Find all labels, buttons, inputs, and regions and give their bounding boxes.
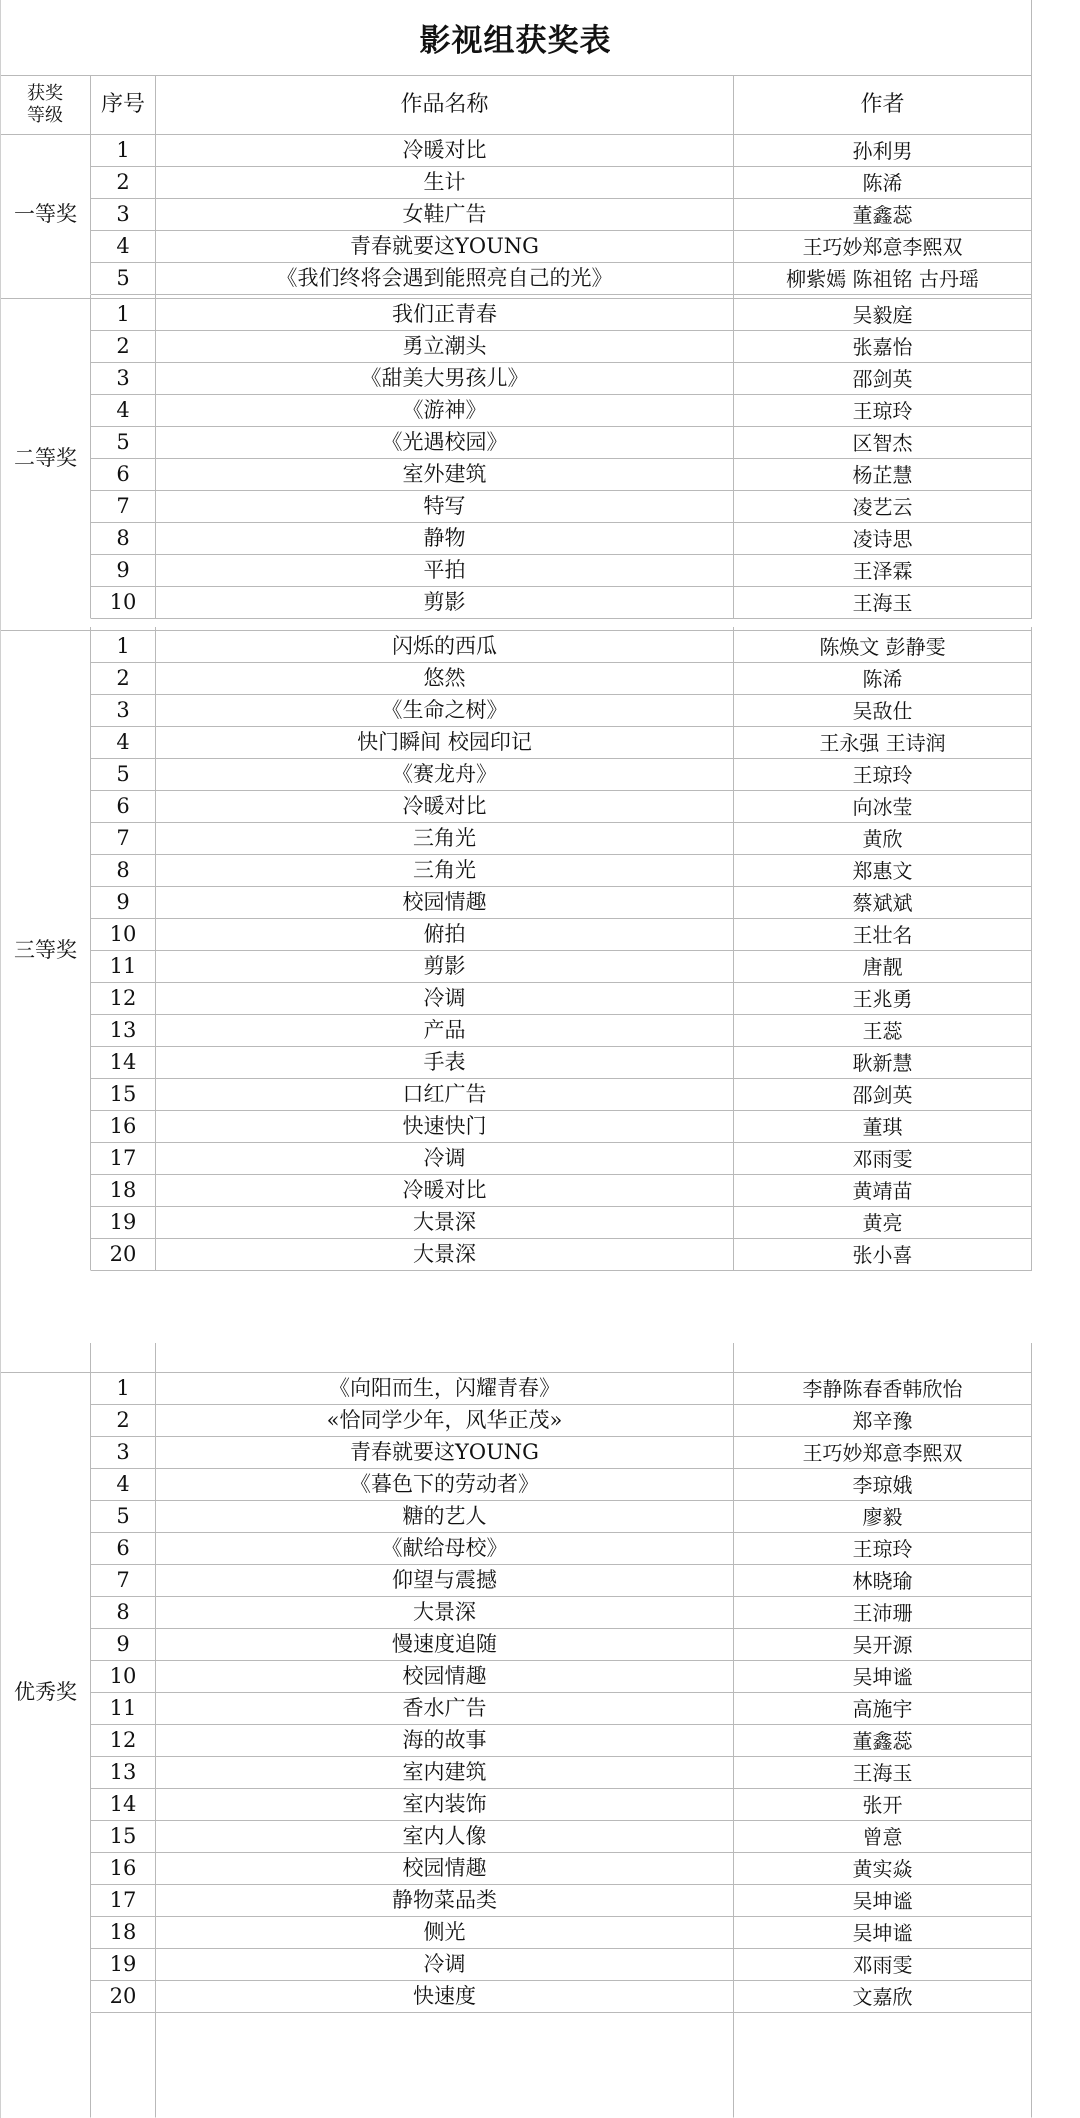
row-number: 17 (91, 1885, 156, 1917)
row-number: 7 (91, 491, 156, 523)
row-work-title: 悠然 (156, 663, 734, 695)
row-work-title: 《游神》 (156, 395, 734, 427)
row-work-title: 三角光 (156, 855, 734, 887)
row-work-title: 快门瞬间 校园印记 (156, 727, 734, 759)
row-author: 张开 (734, 1789, 1032, 1821)
row-author: 蔡斌斌 (734, 887, 1032, 919)
row-author: 吴毅庭 (734, 299, 1032, 331)
spacer-cell (91, 1343, 156, 1373)
row-number: 1 (91, 631, 156, 663)
row-author: 王琼玲 (734, 395, 1032, 427)
row-number: 6 (91, 1533, 156, 1565)
row-number: 3 (91, 1437, 156, 1469)
row-number: 2 (91, 167, 156, 199)
row-work-title: 特写 (156, 491, 734, 523)
row-number: 4 (91, 395, 156, 427)
row-author: 陈焕文 彭静雯 (734, 631, 1032, 663)
row-work-title: 我们正青春 (156, 299, 734, 331)
row-work-title: 手表 (156, 1047, 734, 1079)
row-work-title: 冷调 (156, 1143, 734, 1175)
row-author: 吴开源 (734, 1629, 1032, 1661)
row-author: 林晓瑜 (734, 1565, 1032, 1597)
row-work-title: 室内建筑 (156, 1757, 734, 1789)
row-author: 吴坤谧 (734, 1917, 1032, 1949)
row-author: 吴坤谧 (734, 1661, 1032, 1693)
row-work-title: 三角光 (156, 823, 734, 855)
row-number: 8 (91, 855, 156, 887)
spacer-cell (156, 1343, 734, 1373)
row-number: 9 (91, 1629, 156, 1661)
row-work-title: 慢速度追随 (156, 1629, 734, 1661)
empty-cell (156, 2013, 734, 2118)
row-author: 邓雨雯 (734, 1143, 1032, 1175)
row-number: 1 (91, 299, 156, 331)
spacer-cell (734, 1343, 1032, 1373)
row-number: 13 (91, 1757, 156, 1789)
row-number: 12 (91, 983, 156, 1015)
row-author: 张小喜 (734, 1239, 1032, 1271)
row-number: 2 (91, 1405, 156, 1437)
row-author: 吴坤谧 (734, 1885, 1032, 1917)
row-work-title: 《暮色下的劳动者》 (156, 1469, 734, 1501)
row-work-title: 《赛龙舟》 (156, 759, 734, 791)
row-author: 王蕊 (734, 1015, 1032, 1047)
row-work-title: 产品 (156, 1015, 734, 1047)
row-author: 唐靓 (734, 951, 1032, 983)
row-author: 耿新慧 (734, 1047, 1032, 1079)
row-author: 王海玉 (734, 587, 1032, 619)
row-work-title: 侧光 (156, 1917, 734, 1949)
row-number: 3 (91, 363, 156, 395)
row-work-title: 室内装饰 (156, 1789, 734, 1821)
level-divider (0, 1270, 91, 1271)
row-work-title: 香水广告 (156, 1693, 734, 1725)
row-number: 3 (91, 199, 156, 231)
row-number: 8 (91, 1597, 156, 1629)
spacer-cell (0, 1343, 91, 1373)
row-work-title: 快速快门 (156, 1111, 734, 1143)
row-work-title: 青春就要这YOUNG (156, 1437, 734, 1469)
table-title: 影视组获奖表 (0, 0, 1032, 76)
row-work-title: 冷暖对比 (156, 135, 734, 167)
row-number: 4 (91, 231, 156, 263)
row-number: 6 (91, 791, 156, 823)
header-number: 序号 (91, 76, 156, 135)
row-author: 孙利男 (734, 135, 1032, 167)
row-number: 15 (91, 1079, 156, 1111)
row-work-title: 冷暖对比 (156, 791, 734, 823)
row-number: 19 (91, 1207, 156, 1239)
empty-cell (91, 2013, 156, 2118)
row-author: 王壮名 (734, 919, 1032, 951)
row-number: 2 (91, 663, 156, 695)
row-author: 王巧妙郑意李熙双 (734, 1437, 1032, 1469)
row-author: 李琼娥 (734, 1469, 1032, 1501)
row-work-title: 冷调 (156, 1949, 734, 1981)
row-number: 15 (91, 1821, 156, 1853)
row-work-title: 海的故事 (156, 1725, 734, 1757)
row-work-title: 室外建筑 (156, 459, 734, 491)
row-work-title: 口红广告 (156, 1079, 734, 1111)
row-work-title: 剪影 (156, 587, 734, 619)
row-author: 邓雨雯 (734, 1949, 1032, 1981)
row-author: 董鑫蕊 (734, 199, 1032, 231)
row-number: 4 (91, 1469, 156, 1501)
row-author: 向冰莹 (734, 791, 1032, 823)
header-level (0, 76, 91, 135)
row-author: 王永强 王诗润 (734, 727, 1032, 759)
row-number: 10 (91, 919, 156, 951)
row-work-title: 《向阳而生，闪耀青春》 (156, 1373, 734, 1405)
row-author: 陈浠 (734, 167, 1032, 199)
row-number: 3 (91, 695, 156, 727)
row-work-title: 《光遇校园》 (156, 427, 734, 459)
row-number: 2 (91, 331, 156, 363)
row-number: 14 (91, 1789, 156, 1821)
row-author: 王沛珊 (734, 1597, 1032, 1629)
row-number: 18 (91, 1175, 156, 1207)
row-author: 王琼玲 (734, 759, 1032, 791)
row-number: 14 (91, 1047, 156, 1079)
row-number: 5 (91, 759, 156, 791)
row-work-title: 剪影 (156, 951, 734, 983)
award-level-2: 二等奖 (0, 299, 91, 619)
row-number: 5 (91, 427, 156, 459)
row-number: 20 (91, 1239, 156, 1271)
row-work-title: 快速度 (156, 1981, 734, 2013)
award-level-4: 优秀奖 (0, 1373, 91, 2013)
row-work-title: 平拍 (156, 555, 734, 587)
row-author: 王海玉 (734, 1757, 1032, 1789)
level-divider (0, 618, 91, 619)
row-author: 曾意 (734, 1821, 1032, 1853)
row-number: 16 (91, 1111, 156, 1143)
empty-cell (0, 2013, 91, 2118)
row-number: 5 (91, 1501, 156, 1533)
row-work-title: 大景深 (156, 1597, 734, 1629)
row-work-title: «恰同学少年，风华正茂» (156, 1405, 734, 1437)
row-number: 1 (91, 1373, 156, 1405)
row-author: 吴敌仕 (734, 695, 1032, 727)
header-level-line1: 获奖 (27, 82, 63, 104)
row-work-title: 糖的艺人 (156, 1501, 734, 1533)
row-author: 郑惠文 (734, 855, 1032, 887)
row-work-title: 室内人像 (156, 1821, 734, 1853)
row-work-title: 校园情趣 (156, 887, 734, 919)
row-author: 张嘉怡 (734, 331, 1032, 363)
row-number: 10 (91, 587, 156, 619)
row-number: 12 (91, 1725, 156, 1757)
row-author: 李静陈春香韩欣怡 (734, 1373, 1032, 1405)
row-author: 文嘉欣 (734, 1981, 1032, 2013)
empty-cell (734, 2013, 1032, 2118)
row-work-title: 冷调 (156, 983, 734, 1015)
row-author: 王泽霖 (734, 555, 1032, 587)
row-work-title: 仰望与震撼 (156, 1565, 734, 1597)
row-author: 黄实焱 (734, 1853, 1032, 1885)
row-work-title: 静物 (156, 523, 734, 555)
row-work-title: 俯拍 (156, 919, 734, 951)
row-work-title: 静物菜品类 (156, 1885, 734, 1917)
row-number: 1 (91, 135, 156, 167)
row-author: 邵剑英 (734, 363, 1032, 395)
row-number: 20 (91, 1981, 156, 2013)
row-work-title: 校园情趣 (156, 1661, 734, 1693)
row-work-title: 生计 (156, 167, 734, 199)
row-number: 11 (91, 1693, 156, 1725)
row-number: 7 (91, 823, 156, 855)
row-number: 8 (91, 523, 156, 555)
row-work-title: 女鞋广告 (156, 199, 734, 231)
row-work-title: 《甜美大男孩儿》 (156, 363, 734, 395)
row-number: 9 (91, 555, 156, 587)
row-work-title: 勇立潮头 (156, 331, 734, 363)
row-work-title: 大景深 (156, 1207, 734, 1239)
award-level-1: 一等奖 (0, 135, 91, 295)
row-author: 黄亮 (734, 1207, 1032, 1239)
row-author: 董鑫蕊 (734, 1725, 1032, 1757)
row-author: 陈浠 (734, 663, 1032, 695)
row-author: 王巧妙郑意李熙双 (734, 231, 1032, 263)
row-author: 廖毅 (734, 1501, 1032, 1533)
row-work-title: 校园情趣 (156, 1853, 734, 1885)
award-level-3: 三等奖 (0, 631, 91, 1271)
row-author: 黄欣 (734, 823, 1032, 855)
row-work-title: 青春就要这YOUNG (156, 231, 734, 263)
row-number: 5 (91, 263, 156, 295)
row-work-title: 《我们终将会遇到能照亮自己的光》 (156, 263, 734, 295)
row-author: 邵剑英 (734, 1079, 1032, 1111)
row-number: 10 (91, 1661, 156, 1693)
row-number: 19 (91, 1949, 156, 1981)
row-work-title: 《生命之树》 (156, 695, 734, 727)
row-number: 6 (91, 459, 156, 491)
row-author: 凌诗思 (734, 523, 1032, 555)
header-level-line2: 等级 (27, 105, 63, 126)
row-number: 13 (91, 1015, 156, 1047)
row-author: 柳紫嫣 陈祖铭 古丹瑶 (734, 263, 1032, 295)
row-number: 4 (91, 727, 156, 759)
row-author: 杨芷慧 (734, 459, 1032, 491)
row-work-title: 《献给母校》 (156, 1533, 734, 1565)
row-number: 16 (91, 1853, 156, 1885)
row-number: 9 (91, 887, 156, 919)
row-author: 凌艺云 (734, 491, 1032, 523)
row-number: 18 (91, 1917, 156, 1949)
row-work-title: 冷暖对比 (156, 1175, 734, 1207)
row-author: 王琼玲 (734, 1533, 1032, 1565)
row-number: 7 (91, 1565, 156, 1597)
row-author: 高施宇 (734, 1693, 1032, 1725)
row-author: 王兆勇 (734, 983, 1032, 1015)
row-author: 董琪 (734, 1111, 1032, 1143)
row-work-title: 大景深 (156, 1239, 734, 1271)
row-number: 11 (91, 951, 156, 983)
row-author: 黄靖苗 (734, 1175, 1032, 1207)
row-author: 郑辛豫 (734, 1405, 1032, 1437)
row-work-title: 闪烁的西瓜 (156, 631, 734, 663)
row-author: 区智杰 (734, 427, 1032, 459)
header-work: 作品名称 (156, 76, 734, 135)
row-number: 17 (91, 1143, 156, 1175)
table-left-border (0, 0, 1, 2118)
header-author: 作者 (734, 76, 1032, 135)
